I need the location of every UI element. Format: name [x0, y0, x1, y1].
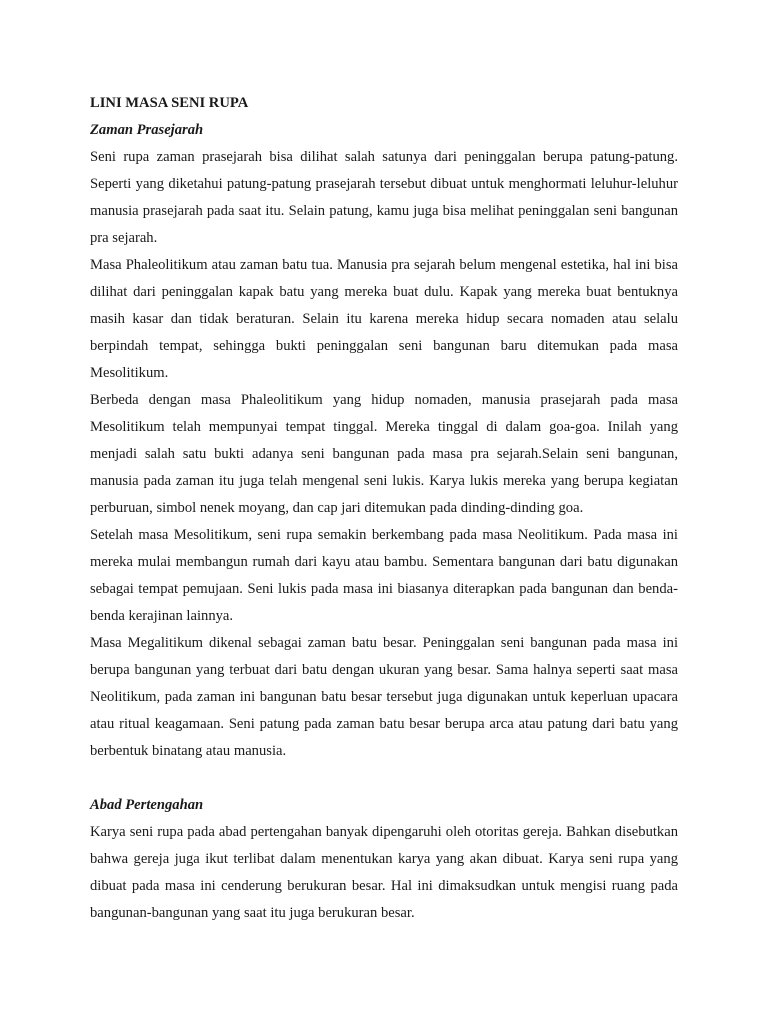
section-spacer [90, 765, 678, 792]
section-abad-pertengahan [90, 792, 678, 927]
document-page [90, 90, 678, 927]
section-heading: Abad Pertengahan [90, 797, 204, 813]
section-zaman-prasejarah [90, 117, 678, 765]
paragraph: Masa Megalitikum dikenal sebagai zaman batu besar. Peninggalan seni bangunan pada masa ini berupa bangunan yang terbuat dari batu dengan ukuran yang besar. Sama halnya seperti saat masa Neolitikum, pada zaman ini bangunan batu besar tersebut juga digunakan untuk keperluan upacara atau ritual keagamaan. Seni patung pada zaman batu besar berupa arca atau patung dari batu yang berbentuk binatang atau manusia. [90, 635, 678, 759]
paragraph: Berbeda dengan masa Phaleolitikum yang hidup nomaden, manusia prasejarah pada masa Mesolitikum telah mempunyai tempat tinggal. Mereka tinggal di dalam goa-goa. Inilah yang menjadi salah satu bukti adanya seni bangunan pada masa pra sejarah.Selain seni bangunan, manusia pada zaman itu juga telah mengenal seni lukis. Karya lukis mereka yang berupa kegiatan perburuan, simbol nenek moyang, dan cap jari ditemukan pada dinding-dinding goa. [90, 392, 678, 516]
paragraph: Seni rupa zaman prasejarah bisa dilihat salah satunya dari peninggalan berupa patung-patung. Seperti yang diketahui patung-patung prasejarah tersebut dibuat untuk menghormati leluhur-leluhur manusia prasejarah pada saat itu. Selain patung, kamu juga bisa melihat peninggalan seni bangunan pra sejarah. [90, 149, 678, 246]
paragraph: Setelah masa Mesolitikum, seni rupa semakin berkembang pada masa Neolitikum. Pada masa ini mereka mulai membangun rumah dari kayu atau bambu. Sementara bangunan dari batu digunakan sebagai tempat pemujaan. Seni lukis pada masa ini biasanya diterapkan pada bangunan dan benda-benda kerajinan lainnya. [90, 527, 678, 624]
section-heading: Zaman Prasejarah [90, 122, 204, 138]
paragraph: Masa Phaleolitikum atau zaman batu tua. Manusia pra sejarah belum mengenal estetika, hal ini bisa dilihat dari peninggalan kapak batu yang mereka buat dulu. Kapak yang mereka buat bentuknya masih kasar dan tidak beraturan. Selain itu karena mereka hidup secara nomaden atau selalu berpindah tempat, sehingga bukti peninggalan seni bangunan baru ditemukan pada masa Mesolitikum. [90, 257, 678, 381]
paragraph: Karya seni rupa pada abad pertengahan banyak dipengaruhi oleh otoritas gereja. Bahkan disebutkan bahwa gereja juga ikut terlibat dalam menentukan karya yang akan dibuat. Karya seni rupa yang dibuat pada masa ini cenderung berukuran besar. Hal ini dimaksudkan untuk mengisi ruang pada bangunan-bangunan yang saat itu juga berukuran besar. [90, 824, 678, 921]
document-title: LINI MASA SENI RUPA [90, 95, 249, 111]
